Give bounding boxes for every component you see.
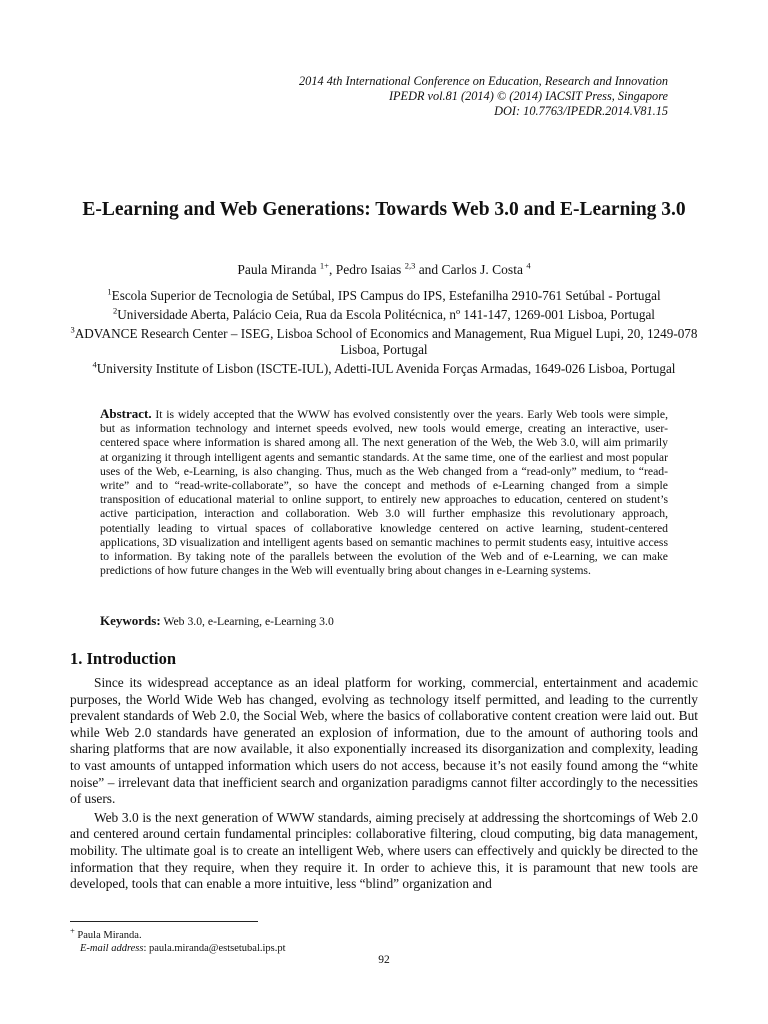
affiliation-number: 1	[107, 286, 112, 297]
affiliation-text: ADVANCE Research Center – ISEG, Lisboa School of Economics and Management, Rua Miguel Lupi, 20, 1249-078 Lisboa, Portugal	[74, 326, 698, 357]
section-heading: 1. Introduction	[70, 649, 177, 668]
footnote-symbol: +	[70, 925, 75, 936]
header-conference-line: 2014 4th International Conference on Education, Research and Innovation	[299, 74, 668, 88]
author-name: Paula Miranda	[237, 262, 320, 277]
affiliation-item	[70, 326, 698, 358]
page-number: 92	[378, 954, 390, 966]
author-affiliation-mark: 4	[526, 260, 531, 271]
affiliation-item	[70, 288, 698, 304]
affiliation-number: 3	[70, 324, 75, 335]
affiliation-number: 2	[113, 305, 118, 316]
affiliation-text: Escola Superior de Tecnologia de Setúbal, IPS Campus do IPS, Estefanilha 2910-761 Setúbal - Portugal	[111, 288, 661, 303]
footnote-divider	[70, 921, 258, 922]
body-text	[70, 675, 698, 895]
header-publisher-line: IPEDR vol.81 (2014) © (2014) IACSIT Press, Singapore	[388, 89, 668, 103]
footnote	[70, 925, 286, 955]
footnote-name: Paula Miranda.	[77, 930, 142, 941]
paper-title: E-Learning and Web Generations: Towards Web 3.0 and E-Learning 3.0	[82, 199, 686, 220]
body-paragraph: Web 3.0 is the next generation of WWW standards, aiming precisely at addressing the shortcomings of Web 2.0 and centered around certain fundamental principles: collaborative filtering, cloud computing, big data management, mobility. The ultimate goal is to create an intelligent Web, where users can effectively and quickly be directed to the information that they require, when they require it. In order to achieve this, it is paramount that new tools are developed, tools that can enable a more intuitive, less “blind” organization and	[70, 809, 698, 892]
author-name: and Carlos J. Costa	[415, 262, 527, 277]
affiliation-text: Universidade Aberta, Palácio Ceia, Rua da Escola Politécnica, nº 141-147, 1269-001 Lisboa, Portugal	[117, 307, 655, 322]
affiliation-item	[70, 361, 698, 377]
abstract-text: It is widely accepted that the WWW has evolved consistently over the years. Early Web tools were simple, but as information technology and internet speeds evolved, new tools would emerge, creating an interactive, user-centered space where information is shared among all. The next generation of the Web, the Web 3.0, will aim primarily at organizing it through intelligent agents and semantic standards. At the same time, one of the earliest and most popular uses of the Web, e-Learning, is also changing. Thus, much as the Web changed from a “read-only” medium, to “read-write” and to “read-write-collaborate”, so have the concept and methods of e-Learning changed from a simple transposition of educational material to online support, to entirely new approaches to education, centered on student’s active participation, interaction and collaboration. Web 3.0 will further emphasize this revolutionary approach, potentially leading to virtual spaces of collaborative knowledge centered on active learning, student-centered applications, 3D visualization and intelligent agents based on semantic machines to permit students easy, intuitive access to information. By taking note of the parallels between the evolution of the Web and of e-Learning, we can make predictions of how future changes in the Web will eventually bring about changes in e-Learning systems.	[100, 408, 668, 578]
affiliation-item	[70, 307, 698, 323]
author-affiliation-mark: 2,3	[404, 260, 416, 271]
header-doi-line: DOI: 10.7763/IPEDR.2014.V81.15	[494, 104, 668, 118]
keywords	[100, 614, 668, 629]
author-name: , Pedro Isaias	[328, 262, 405, 277]
affiliation-number: 4	[92, 359, 97, 370]
conference-header	[299, 74, 668, 119]
keywords-label: Keywords:	[100, 613, 161, 628]
footnote-author	[70, 925, 286, 942]
author-affiliation-mark: 1+	[319, 260, 329, 271]
email-address: : paula.miranda@estsetubal.ips.pt	[143, 943, 286, 954]
affiliation-list	[70, 288, 698, 380]
body-paragraph: Since its widespread acceptance as an ideal platform for working, commercial, entertainment and academic purposes, the World Wide Web has changed, evolving as technology itself permitted, and leading to the currently prevalent standards of Web 2.0, the Social Web, where the basics of collaborative content creation were laid out. But while Web 2.0 standards have generated an explosion of information, due to the amount of authoring tools and sharing platforms that are now available, it also exponentially increased its disorganization and complexity, leading to vast amounts of untapped information which users do not access, because it’s not easily found among the “white noise” – irrelevant data that inefficient search and organization paradigms cannot filter accordingly to the necessities of users.	[70, 675, 698, 807]
abstract	[100, 407, 668, 578]
abstract-label: Abstract.	[100, 406, 152, 421]
email-label: E-mail address	[80, 943, 144, 954]
author-list	[70, 262, 698, 278]
affiliation-text: University Institute of Lisbon (ISCTE-IUL), Adetti-IUL Avenida Forças Armadas, 1649-026 Lisboa, Portugal	[96, 361, 676, 376]
keywords-text: Web 3.0, e-Learning, e-Learning 3.0	[163, 615, 334, 628]
